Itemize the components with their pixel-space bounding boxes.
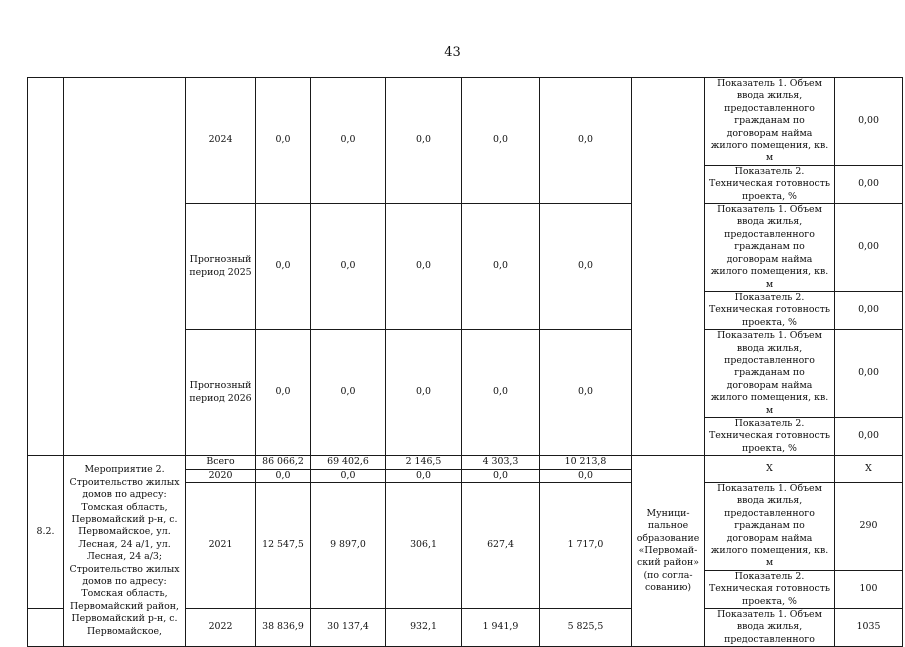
indicator-value: 0,00 (835, 417, 903, 455)
indicator-label: Показатель 2. Техническая готовность проекта, % (705, 570, 835, 608)
value-cell: 306,1 (386, 483, 462, 609)
value-cell: 69 402,6 (311, 456, 386, 469)
number-cell-empty (28, 609, 64, 647)
value-cell: 9 897,0 (311, 483, 386, 609)
indicator-value: 1035 (835, 609, 903, 647)
indicator-value: 0,00 (835, 78, 903, 166)
indicator-value: 0,00 (835, 165, 903, 203)
table-row (28, 456, 903, 469)
indicator-label: Показатель 2. Техническая готовность проекта, % (705, 417, 835, 455)
value-cell: 0,0 (256, 204, 311, 330)
value-cell: 932,1 (386, 609, 462, 647)
indicator-label: Показатель 1. Объем ввода жилья, предоставленного гражданам по договорам найма жилого помещения, кв. м (705, 78, 835, 166)
value-cell: 0,0 (311, 78, 386, 204)
value-cell: 627,4 (462, 483, 540, 609)
page-number: 43 (444, 45, 461, 60)
indicator-value: 0,00 (835, 330, 903, 418)
value-cell: 10 213,8 (540, 456, 632, 469)
value-cell: 0,0 (311, 204, 386, 330)
description-cell-empty (64, 78, 186, 456)
value-cell: 0,0 (386, 204, 462, 330)
value-cell: 0,0 (540, 78, 632, 204)
value-cell: 0,0 (462, 78, 540, 204)
year-cell: Прогнозный период 2026 (186, 330, 256, 456)
value-cell: 0,0 (462, 330, 540, 456)
year-cell: 2024 (186, 78, 256, 204)
value-cell: 0,0 (462, 469, 540, 482)
value-cell: 12 547,5 (256, 483, 311, 609)
indicator-label: Показатель 1. Объем ввода жилья, предоставленного гражданам по договорам найма жилого помещения, кв. м (705, 204, 835, 292)
value-cell: 0,0 (256, 330, 311, 456)
year-cell: 2021 (186, 483, 256, 609)
value-cell: 0,0 (540, 330, 632, 456)
value-cell: 0,0 (540, 204, 632, 330)
value-cell: 1 941,9 (462, 609, 540, 647)
executor-cell: Муници-пальное образование «Первомай-ский район» (по согла-сованию) (632, 456, 705, 647)
value-cell: 4 303,3 (462, 456, 540, 469)
indicator-value: 0,00 (835, 291, 903, 329)
value-cell: 86 066,2 (256, 456, 311, 469)
value-cell: 30 137,4 (311, 609, 386, 647)
year-cell: Прогнозный период 2025 (186, 204, 256, 330)
activity-description: Мероприятие 2. Строительство жилых домов по адресу: Томская область, Первомайский р-н, с. Первомайское, ул. Лесная, 24 а/1, ул. Лесная, 24 а/3; Строительство жилых домов по адресу: Томская область, Первомайский район, Первомайский р-н, с. Первомайское, (64, 456, 186, 647)
number-cell-empty (28, 78, 64, 456)
value-cell: 2 146,5 (386, 456, 462, 469)
value-cell: 1 717,0 (540, 483, 632, 609)
year-cell: 2020 (186, 469, 256, 482)
indicator-label: Показатель 2. Техническая готовность проекта, % (705, 165, 835, 203)
indicator-label: Показатель 1. Объем ввода жилья, предоставленного гражданам по договорам найма жилого помещения, кв. м (705, 330, 835, 418)
value-cell: 0,0 (386, 330, 462, 456)
program-table (27, 77, 903, 647)
executor-cell-empty (632, 78, 705, 456)
indicator-label: Показатель 1. Объем ввода жилья, предоставленного гражданам по договорам найма жилого помещения, кв. м (705, 483, 835, 571)
value-cell: 0,0 (386, 78, 462, 204)
indicator-value: 0,00 (835, 204, 903, 292)
value-cell: 0,0 (540, 469, 632, 482)
indicator-label: Показатель 1. Объем ввода жилья, предоставленного (705, 609, 835, 647)
indicator-value: Х (835, 456, 903, 483)
year-cell: Всего (186, 456, 256, 469)
value-cell: 0,0 (462, 204, 540, 330)
value-cell: 0,0 (256, 469, 311, 482)
value-cell: 0,0 (386, 469, 462, 482)
indicator-value: 100 (835, 570, 903, 608)
value-cell: 38 836,9 (256, 609, 311, 647)
value-cell: 0,0 (311, 330, 386, 456)
activity-number: 8.2. (28, 456, 64, 609)
table-row (28, 78, 903, 166)
value-cell: 0,0 (256, 78, 311, 204)
value-cell: 5 825,5 (540, 609, 632, 647)
year-cell: 2022 (186, 609, 256, 647)
indicator-value: 290 (835, 483, 903, 571)
indicator-label: Х (705, 456, 835, 483)
value-cell: 0,0 (311, 469, 386, 482)
indicator-label: Показатель 2. Техническая готовность проекта, % (705, 291, 835, 329)
